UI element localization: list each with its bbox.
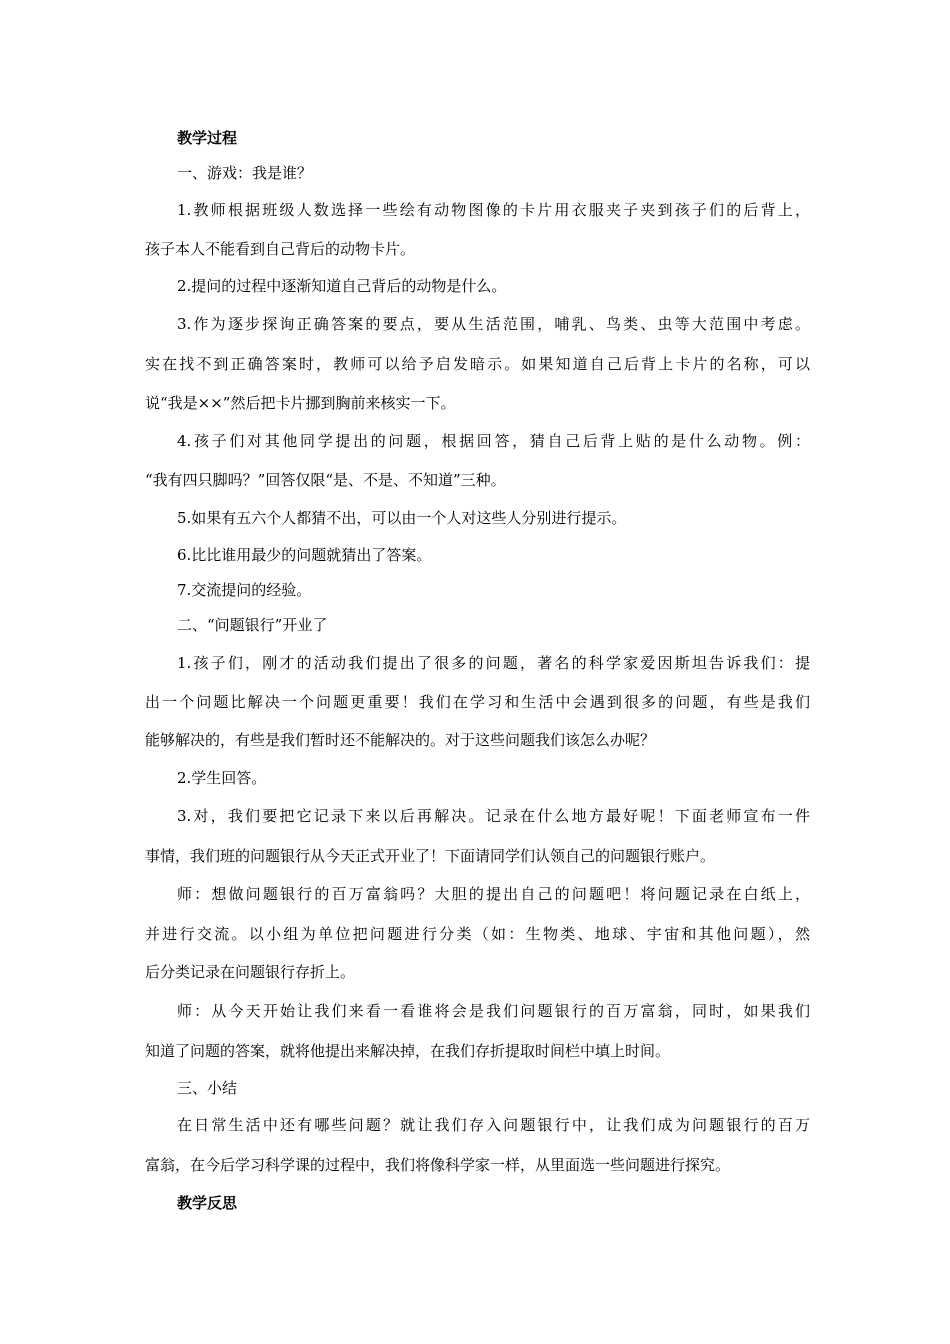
summary-line-1: 在日常生活中还有哪些问题？就让我们存入问题银行中，让我们成为问题银行的百万 [177, 1116, 810, 1134]
item-3-line-1: 3.作为逐步探询正确答案的要点，要从生活范围，哺乳、鸟类、虫等大范围中考虑。 [177, 315, 810, 333]
item-4-line-2: “我有四只脚吗？”回答仅限“是、不是、不知道”三种。 [145, 471, 506, 489]
teacher-1-line-2: 并进行交流。以小组为单位把问题进行分类（如：生物类、地球、宇宙和其他问题），然 [145, 925, 810, 943]
s2-item-3-line-2: 事情，我们班的问题银行从今天正式开业了！下面请同学们认领自己的问题银行账户。 [145, 847, 716, 865]
item-7: 7.交流提问的经验。 [177, 581, 312, 599]
item-4-line-1: 4.孩子们对其他同学提出的问题，根据回答，猜自己后背上贴的是什么动物。例： [177, 432, 810, 450]
item-2: 2.提问的过程中逐渐知道自己背后的动物是什么。 [177, 277, 507, 295]
teacher-2-line-2: 知道了问题的答案，就将他提出来解决掉，在我们存折提取时间栏中填上时间。 [145, 1042, 671, 1060]
heading-teaching-reflection: 教学反思 [177, 1194, 238, 1212]
item-1-line-1: 1.教师根据班级人数选择一些绘有动物图像的卡片用衣服夹子夹到孩子们的后背上， [177, 201, 810, 219]
teacher-1-line-3: 后分类记录在问题银行存折上。 [145, 963, 356, 981]
item-1-line-2: 孩子本人不能看到自己背后的动物卡片。 [145, 240, 416, 258]
item-6: 6.比比谁用最少的问题就猜出了答案。 [177, 546, 432, 564]
section-2-title: 二、“问题银行”开业了 [177, 616, 328, 634]
heading-teaching-process: 教学过程 [177, 129, 238, 147]
teacher-1-line-1: 师：想做问题银行的百万富翁吗？大胆的提出自己的问题吧！将问题记录在白纸上， [177, 885, 810, 903]
item-3-line-2: 实在找不到正确答案时，教师可以给予启发暗示。如果知道自己后背上卡片的名称，可以 [145, 355, 810, 373]
section-3-title: 三、小结 [177, 1079, 238, 1097]
s2-item-1-line-1: 1.孩子们，刚才的活动我们提出了很多的问题，著名的科学家爱因斯坦告诉我们：提 [177, 654, 810, 672]
s2-item-1-line-2: 出一个问题比解决一个问题更重要！我们在学习和生活中会遇到很多的问题，有些是我们 [145, 693, 810, 711]
item-5: 5.如果有五六个人都猜不出，可以由一个人对这些人分别进行提示。 [177, 509, 627, 527]
summary-line-2: 富翁，在今后学习科学课的过程中，我们将像科学家一样，从里面选一些问题进行探究。 [145, 1156, 731, 1174]
teacher-2-line-1: 师：从今天开始让我们来看一看谁将会是我们问题银行的百万富翁，同时，如果我们 [177, 1002, 810, 1020]
section-1-title: 一、游戏：我是谁？ [177, 164, 313, 182]
s2-item-1-line-3: 能够解决的，有些是我们暂时还不能解决的。对于这些问题我们该怎么办呢？ [145, 731, 656, 749]
item-3-line-3: 说“我是××”然后把卡片挪到胸前来核实一下。 [145, 394, 456, 412]
s2-item-3-line-1: 3.对，我们要把它记录下来以后再解决。记录在什么地方最好呢！下面老师宣布一件 [177, 807, 810, 825]
s2-item-2: 2.学生回答。 [177, 769, 267, 787]
